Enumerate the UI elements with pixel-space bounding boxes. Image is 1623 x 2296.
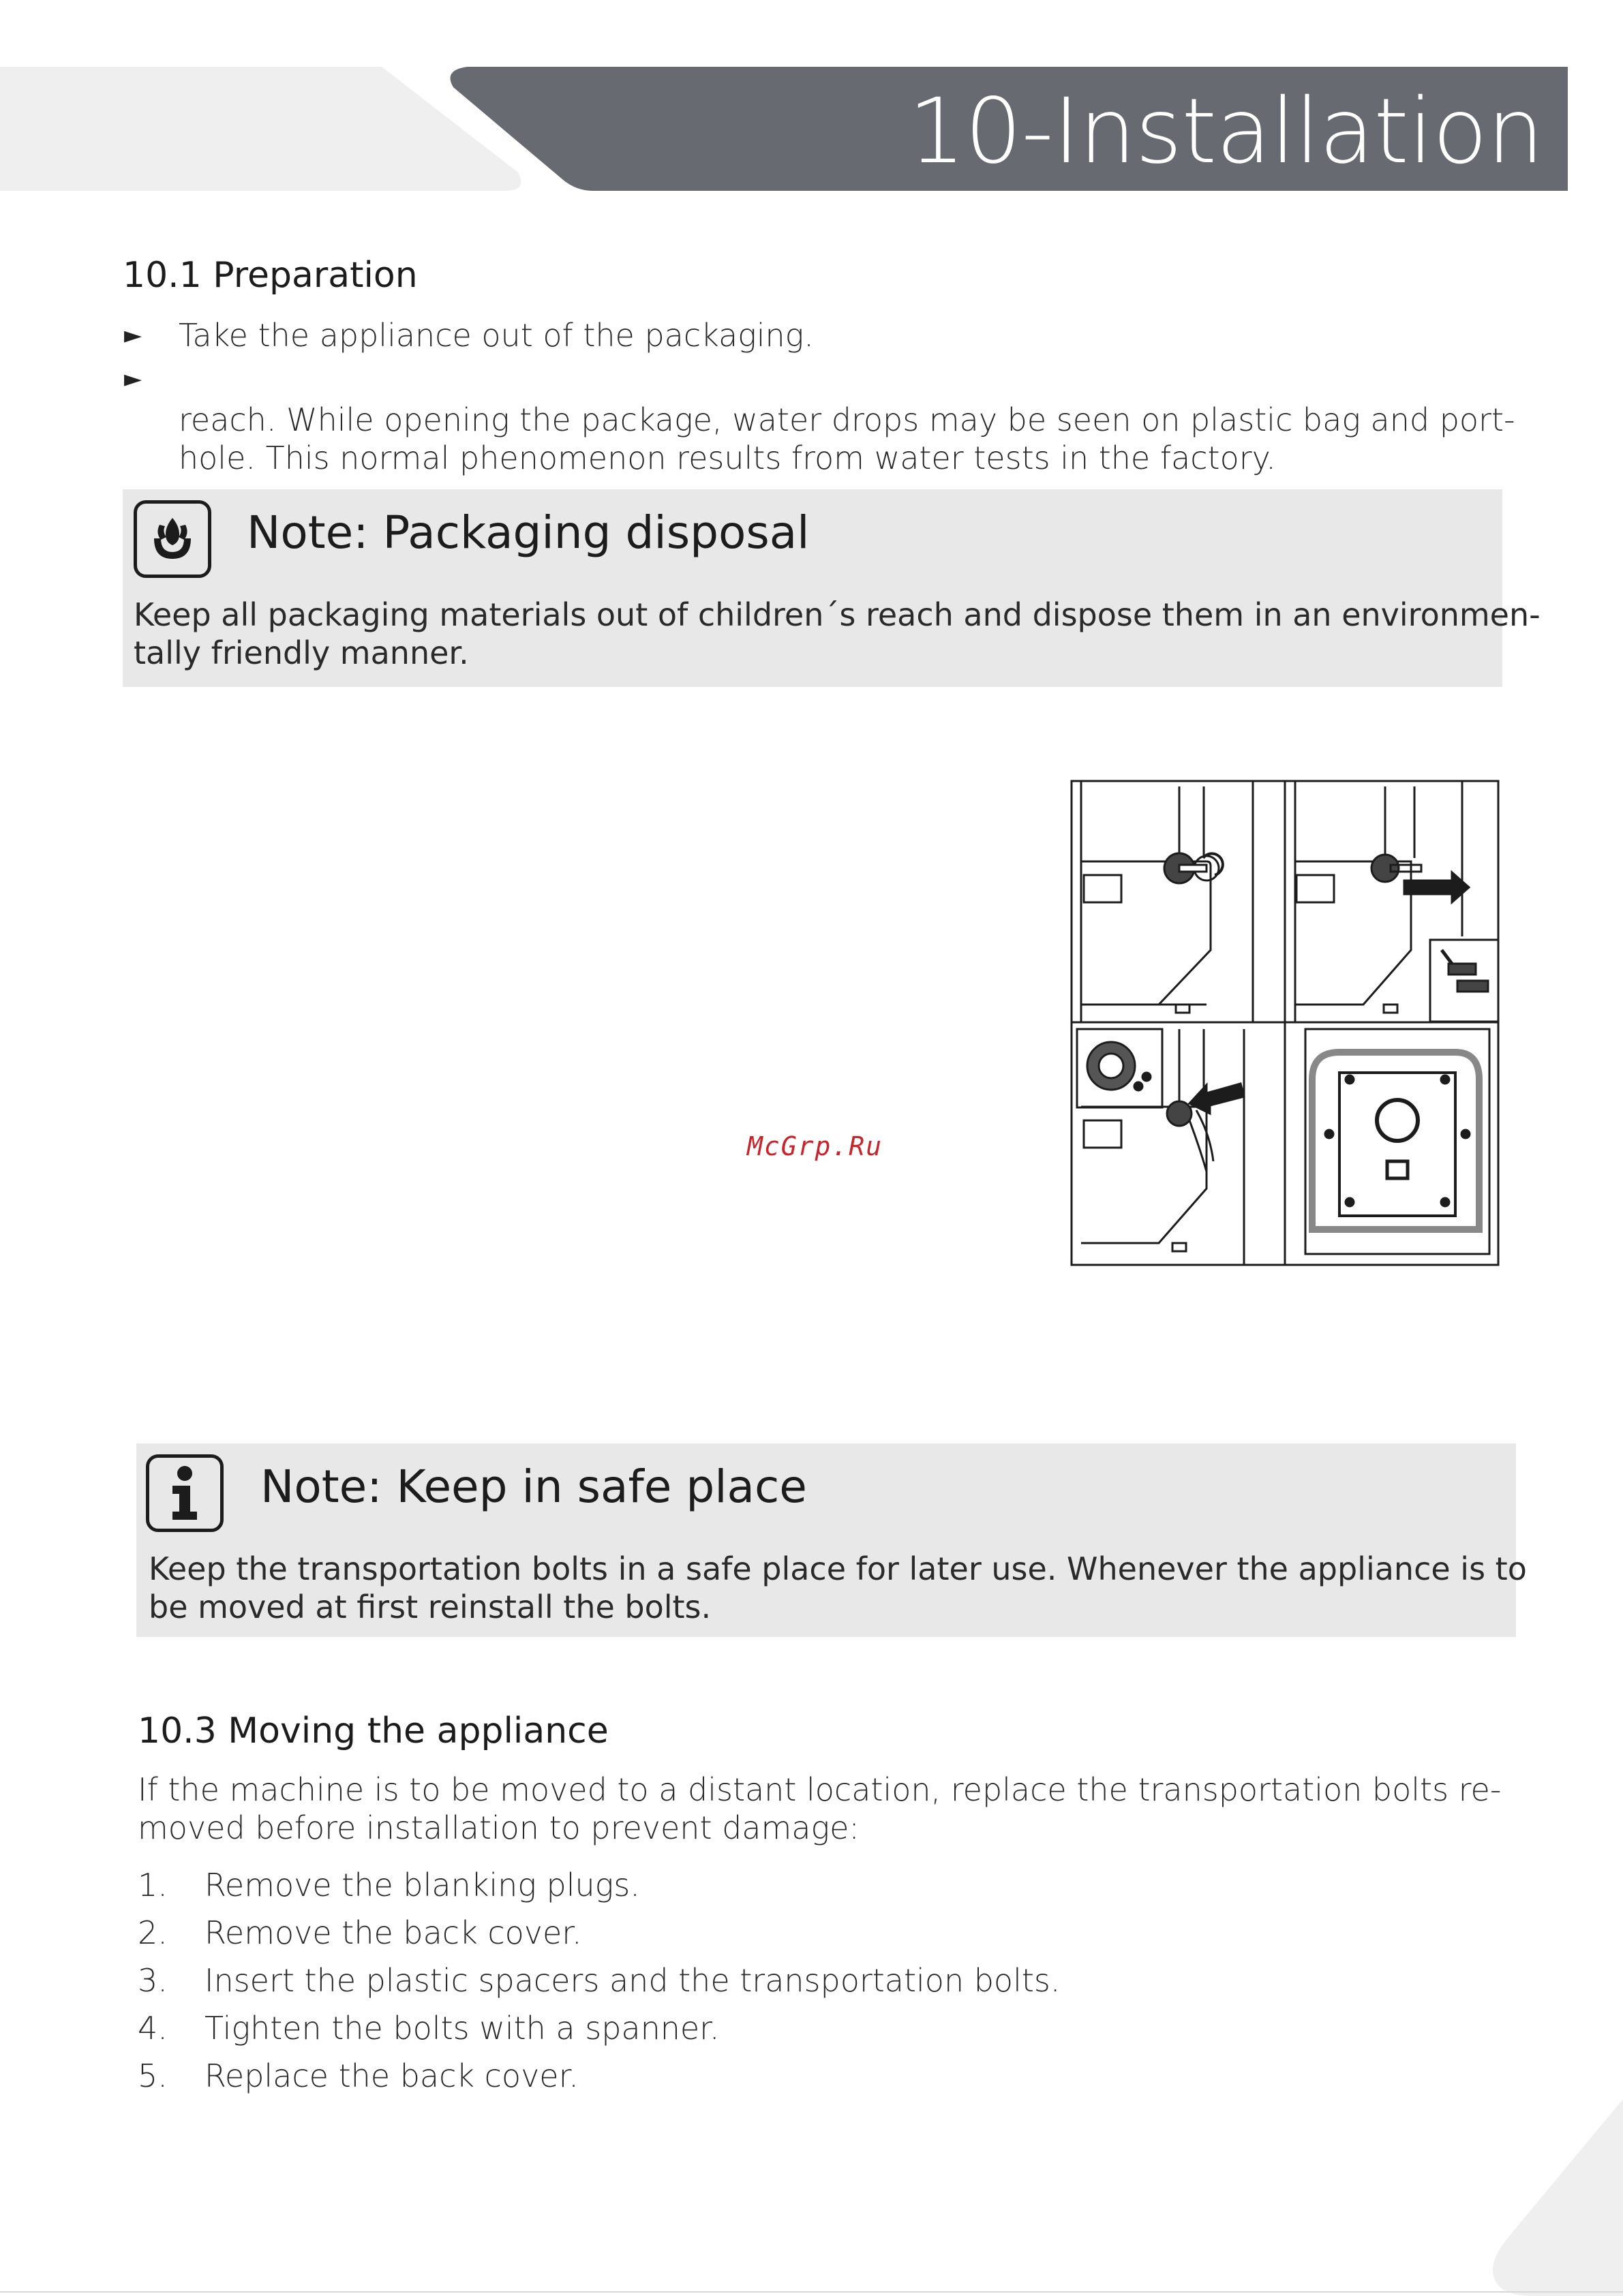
page-corner-decoration	[1479, 2099, 1623, 2296]
recycle-hands-icon	[134, 500, 211, 578]
watermark: McGrp.Ru	[747, 1131, 883, 1161]
note-body-line-2: be moved at first reinstall the bolts.	[149, 1589, 712, 1625]
info-icon	[146, 1454, 224, 1532]
step-text: Replace the back cover.	[204, 2057, 579, 2094]
bullet-text-1: Take the appliance out of the packaging.	[179, 317, 814, 354]
step-number: 5.	[138, 2057, 168, 2094]
step-number: 4.	[138, 2010, 168, 2047]
chapter-title: 10-Installation	[908, 79, 1543, 184]
step-text: Remove the back cover.	[204, 1914, 582, 1951]
intro-line-1: If the machine is to be moved to a distant location, replace the transportation bolts re-	[138, 1771, 1502, 1808]
section-heading-moving: 10.3 Moving the appliance	[138, 1711, 609, 1751]
step-number: 3.	[138, 1962, 168, 1999]
section-heading-preparation: 10.1 Preparation	[123, 255, 418, 296]
note-body-line-2: tally friendly manner.	[134, 634, 469, 671]
transport-bolt-removal-illustration	[1070, 780, 1500, 1266]
note-safe-box	[136, 1443, 1527, 1637]
step-text: Tighten the bolts with a spanner.	[204, 2010, 720, 2047]
note-title: Note: Packaging disposal	[247, 506, 810, 559]
page-bottom-rule	[0, 2291, 1623, 2293]
step-number: 2.	[138, 1914, 168, 1951]
step-text: Remove the blanking plugs.	[204, 1867, 640, 1903]
step-text: Insert the plastic spacers and the transportation bolts.	[204, 1962, 1061, 1999]
bullet-marker: ►	[124, 322, 142, 349]
note-body-line-1: Keep all packaging materials out of children´s reach and dispose them in an environmen-	[134, 596, 1541, 633]
note-title: Note: Keep in safe place	[260, 1460, 807, 1513]
bullet-continuation-line-2: hole. This normal phenomenon results from water tests in the factory.	[179, 440, 1276, 476]
note-body-line-1: Keep the transportation bolts in a safe place for later use. Whenever the appliance is to	[149, 1550, 1527, 1587]
bullet-marker: ►	[124, 365, 142, 393]
bullet-continuation-line-1: reach. While opening the package, water drops may be seen on plastic bag and port-	[179, 401, 1515, 438]
step-number: 1.	[138, 1867, 168, 1903]
note-packaging-box	[123, 489, 1541, 687]
intro-line-2: moved before installation to prevent damage:	[138, 1809, 860, 1846]
